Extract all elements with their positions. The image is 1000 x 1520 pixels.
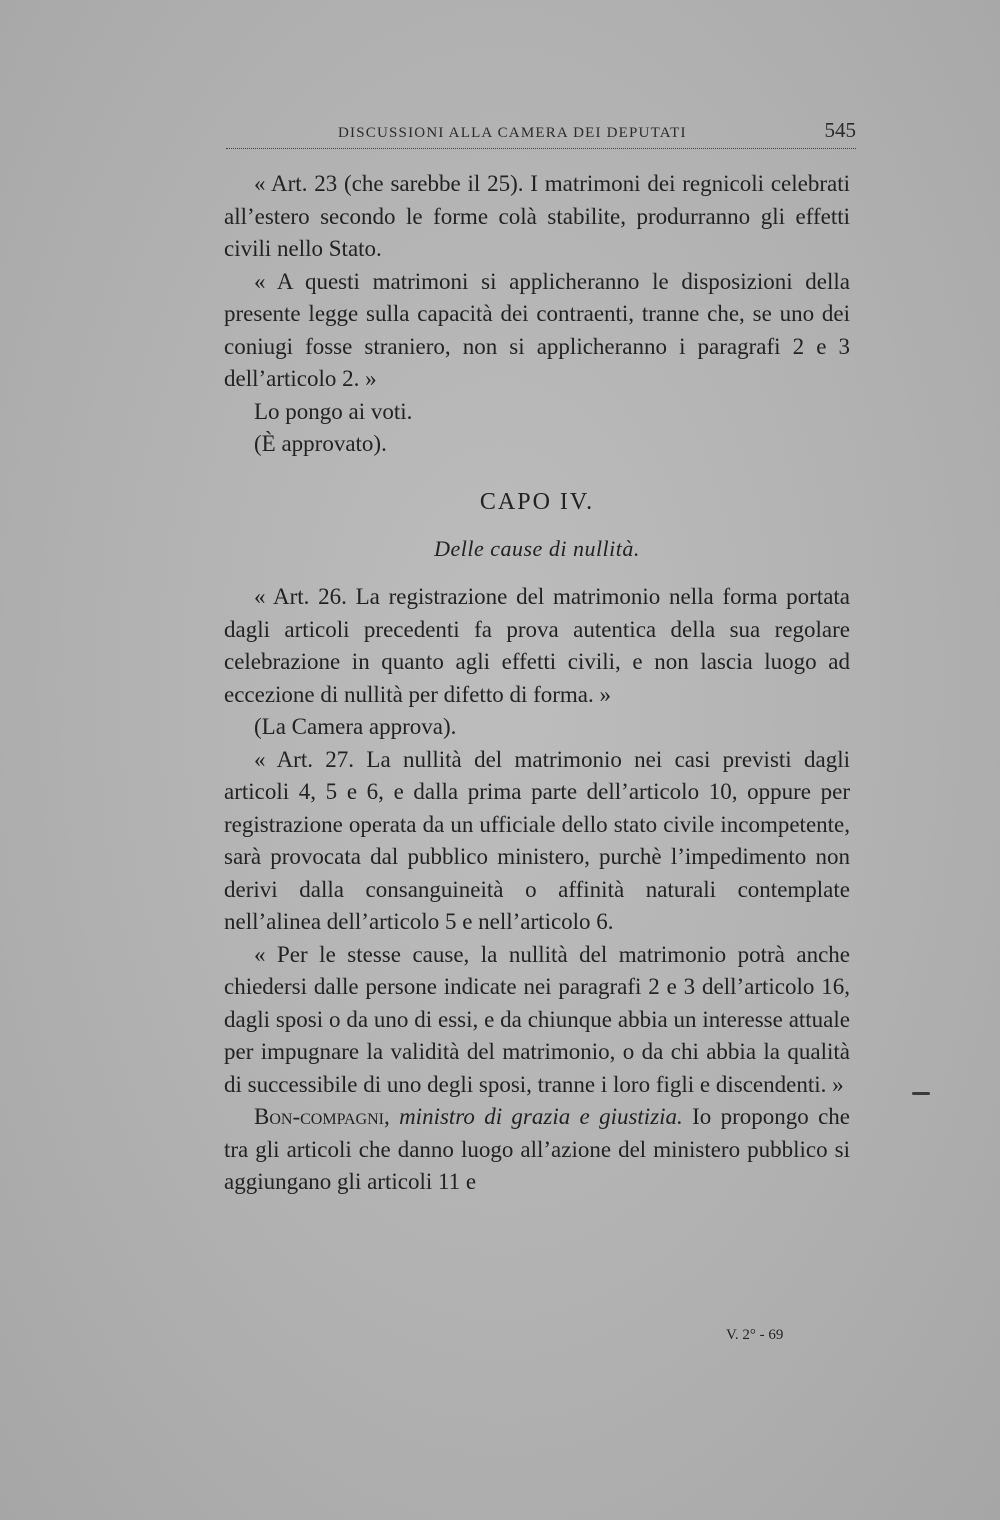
page-number: 545: [824, 118, 856, 142]
paragraph-art-27-continued: « Per le stesse cause, la nullità del matrimonio potrà anche chiedersi dalle persone indicate nei paragrafi 2 e 3 dell’articolo 16, dagli sposi o da uno di essi, e da chiunque abbia un interesse attuale per impugnare la validità del matrimonio, o da chi abbia la qualità di successibile di uno degli sposi, tranne i loro figli e discendenti. »: [224, 941, 850, 1097]
paragraph-approved: (È approvato).: [254, 431, 387, 456]
running-title: DISCUSSIONI ALLA CAMERA DEI DEPUTATI: [338, 125, 687, 141]
paragraph-vote: Lo pongo ai voti.: [254, 398, 413, 424]
paragraph-art-23-continued: « A questi matrimoni si applicheranno le disposizioni della presente legge sulla capacità dei contraenti, tranne che, se uno dei coniugi fosse straniero, non si applicheranno i paragrafi 2 e 3 dell’articolo 2. »: [224, 268, 850, 391]
margin-mark: [912, 1092, 930, 1095]
speaker-text: Io propongo che tra gli articoli che danno luogo all’azione del ministero pubblico si aggiungano gli articoli 11 e: [224, 1104, 851, 1194]
paragraph-art-23: « Art. 23 (che sarebbe il 25). I matrimoni dei regnicoli celebrati all’estero secondo le forme colà stabilite, produrranno gli effetti civili nello Stato.: [224, 171, 850, 261]
body-text: [224, 168, 850, 1199]
chapter-heading: CAPO IV.: [479, 488, 595, 515]
chapter-subtitle: Delle cause di nullità.: [434, 535, 640, 561]
paragraph-art-26: « Art. 26. La registrazione del matrimonio nella forma portata dagli articoli precedenti fa prova autentica della sua regolare celebrazione in quanto agli effetti civili, e non lascia luogo ad eccezione di nullità per difetto di forma. »: [224, 584, 850, 707]
paragraph-chamber-approves: (La Camera approva).: [254, 714, 457, 739]
printer-signature: V. 2° - 69: [726, 1327, 784, 1343]
paragraph-art-27: « Art. 27. La nullità del matrimonio nei casi previsti dagli articoli 4, 5 e 6, e dalla prima parte dell’articolo 10, oppure per registrazione operata da un ufficiale dello stato civile incompetente, sarà provocata dal pubblico ministero, purchè l’impedimento non derivi dalla consanguineità o affinità naturali contemplate nell’alinea dell’articolo 5 e nell’articolo 6.: [224, 746, 850, 934]
page-header: [338, 118, 856, 143]
speaker-role: ministro di grazia e giustizia.: [399, 1104, 683, 1129]
speaker-name: Bon-compagni,: [254, 1104, 390, 1129]
header-rule: [226, 148, 856, 149]
paragraph-speaker: [224, 1101, 850, 1199]
